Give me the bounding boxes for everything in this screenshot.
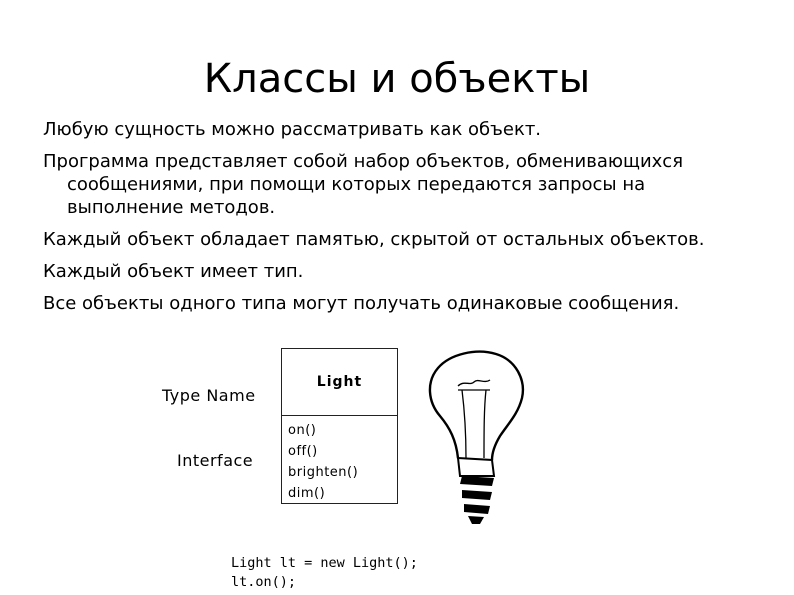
bullet-item: Все объекты одного типа могут получать одинаковые сообщения. — [43, 293, 680, 314]
bullet-list — [43, 118, 763, 324]
bullet-item: Каждый объект имеет тип. — [43, 261, 304, 282]
interface-label: Interface — [177, 451, 254, 470]
bullet-item: Любую сущность можно рассматривать как объект. — [43, 119, 542, 140]
bullet-item: Программа представляет собой набор объектов, обменивающихся сообщениями, при помощи которых передаются запросы на выполнение методов. — [43, 151, 684, 218]
uml-method: on() — [288, 423, 317, 438]
uml-method: brighten() — [288, 465, 359, 480]
uml-method: dim() — [288, 486, 326, 501]
type-name-label: Type Name — [162, 386, 256, 405]
light-bulb-icon — [420, 350, 530, 530]
bullet-item: Каждый объект обладает памятью, скрытой от остальных объектов. — [43, 229, 705, 250]
uml-class-box — [281, 348, 398, 504]
uml-method-list — [282, 416, 397, 504]
uml-class-name: Light — [282, 349, 397, 416]
uml-method: off() — [288, 444, 318, 459]
code-snippet — [231, 554, 418, 592]
code-line: Light lt = new Light(); — [231, 555, 418, 571]
code-line: lt.on(); — [231, 574, 297, 590]
slide-title: Классы и объекты — [203, 56, 591, 102]
